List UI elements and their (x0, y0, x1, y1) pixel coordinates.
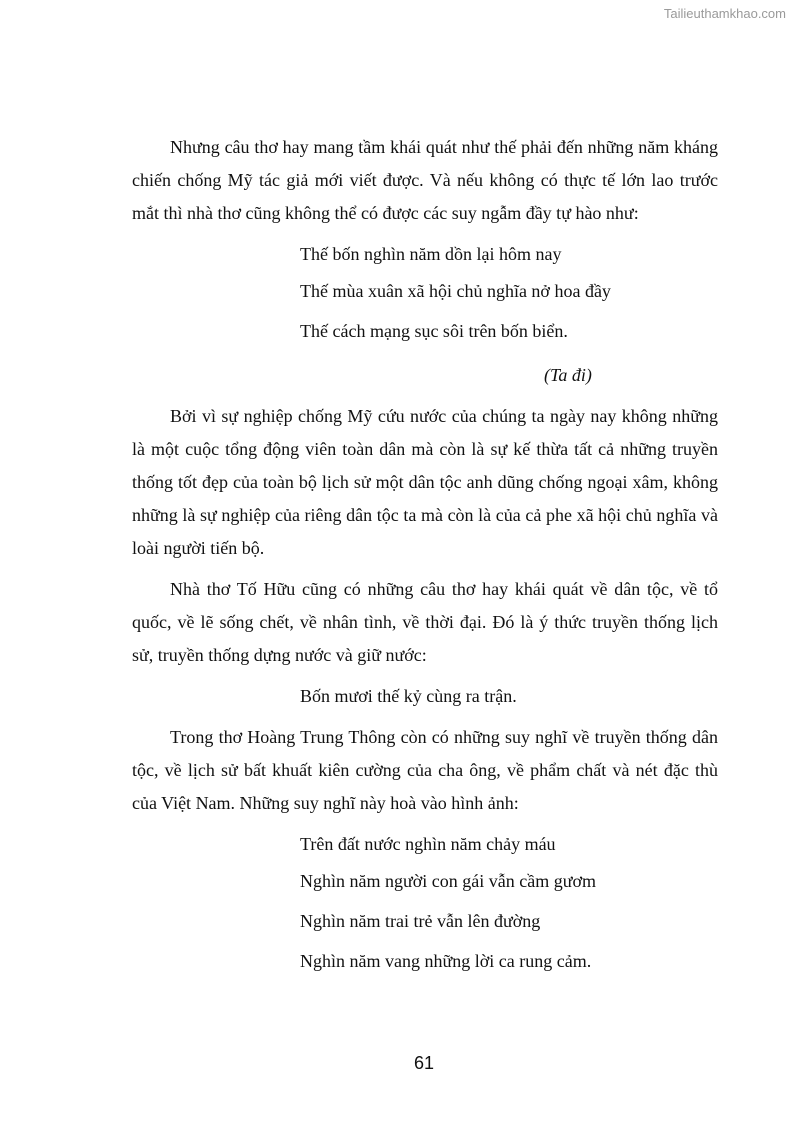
poem-line: Nghìn năm người con gái vẫn cầm gươm (300, 871, 596, 891)
paragraph: Trong thơ Hoàng Trung Thông còn có những suy nghĩ về truyền thống dân tộc, về lịch sử bất khuất kiên cường của cha ông, về phẩm chất và nét đặc thù của Việt Nam. Những suy nghĩ này hoà vào hình ảnh: (132, 727, 718, 813)
paragraph: Nhưng câu thơ hay mang tầm khái quát như thế phải đến những năm kháng chiến chống Mỹ tác giả mới viết được. Và nếu không có thực tế lớn lao trước mắt thì nhà thơ cũng không thể có được các suy ngẫm đầy tự hào như: (132, 137, 718, 223)
poem-line: Nghìn năm vang những lời ca rung cảm. (300, 951, 592, 971)
page-content (132, 131, 718, 989)
poem-line: Thế bốn nghìn năm dồn lại hôm nay (300, 244, 562, 264)
poem-source: (Ta đi) (544, 365, 592, 385)
poem-line: Nghìn năm trai trẻ vẫn lên đường (300, 911, 541, 931)
paragraph: Nhà thơ Tố Hữu cũng có những câu thơ hay khái quát về dân tộc, về tổ quốc, về lẽ sống chết, về nhân tình, về thời đại. Đó là ý thức truyền thống lịch sử, truyền thống dựng nước và giữ nước: (132, 579, 718, 665)
poem-stanza (132, 680, 718, 713)
poem-stanza (132, 238, 718, 351)
poem-line: Trên đất nước nghìn năm chảy máu (300, 834, 556, 854)
poem-line: Thế mùa xuân xã hội chủ nghĩa nở hoa đầy (300, 281, 611, 301)
page-number: 61 (413, 1053, 435, 1073)
watermark: Tailieuthamkhao.com (663, 6, 786, 21)
poem-line: Thế cách mạng sục sôi trên bốn biển. (300, 321, 568, 341)
poem-line: Bốn mươi thế kỷ cùng ra trận. (300, 686, 517, 706)
poem-stanza (132, 828, 718, 981)
paragraph: Bởi vì sự nghiệp chống Mỹ cứu nước của chúng ta ngày nay không những là một cuộc tổng động viên toàn dân mà còn là sự kế thừa tất cả những truyền thống tốt đẹp của toàn bộ lịch sử một dân tộc anh dũng chống ngoại xâm, không những là sự nghiệp của riêng dân tộc ta mà còn là của cả phe xã hội chủ nghĩa và loài người tiến bộ. (132, 406, 718, 558)
